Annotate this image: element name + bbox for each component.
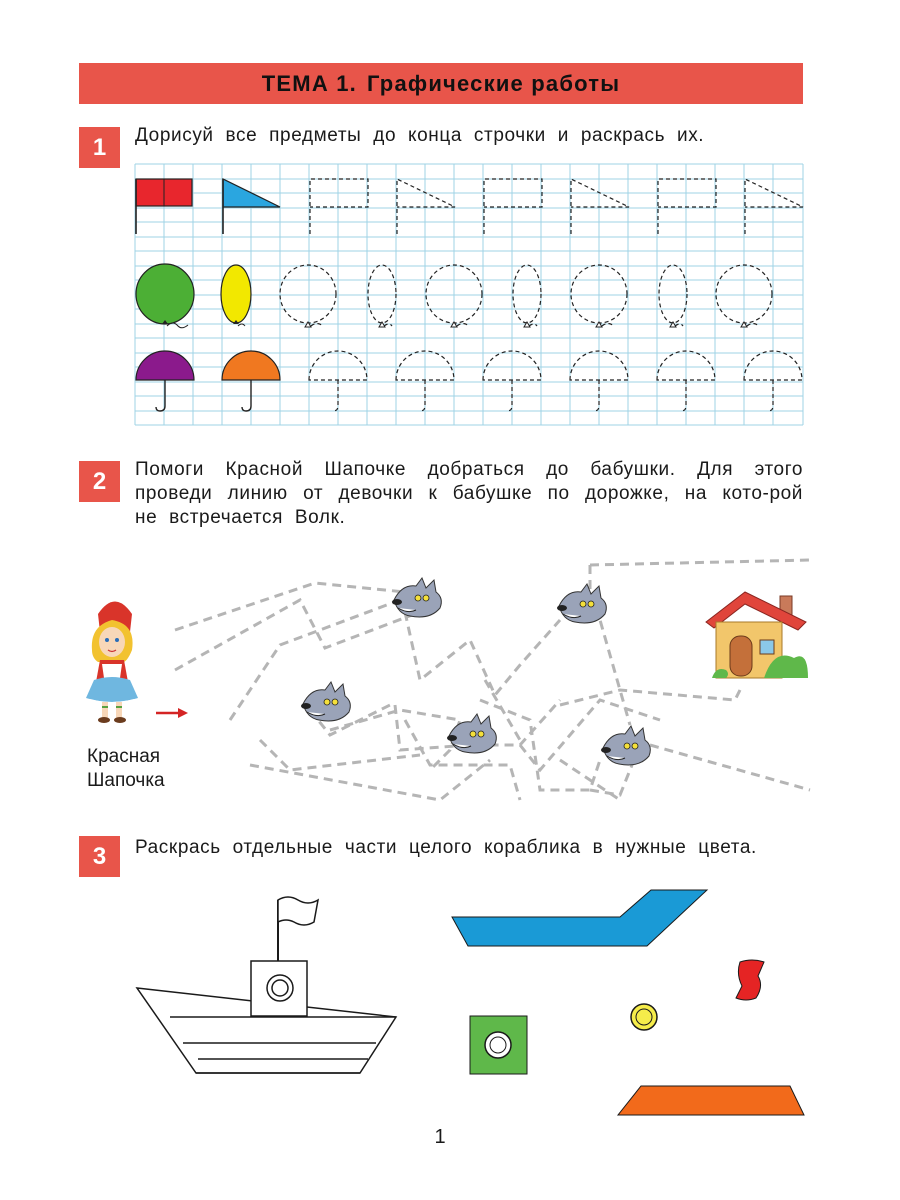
caption-line-1: Красная [87, 746, 161, 767]
caption-line-2: Шапочка [87, 770, 165, 791]
task-3-number: 3 [79, 836, 120, 877]
task-2-number: 2 [79, 461, 120, 502]
task-2-text: Помоги Красной Шапочке добраться до бабушки. Для этого проведи линию от девочки к бабушке по дорожке, на кото-рой не встречается Волк. [135, 459, 803, 528]
red-flag-part [736, 960, 764, 1000]
topic-number: ТЕМА 1. [261, 71, 357, 96]
topic-title: Графические работы [366, 71, 621, 96]
boat-outline [137, 897, 396, 1073]
task-1-number: 1 [79, 127, 120, 168]
task-1-text: Дорисуй все предметы до конца строчки и раскрась их. [135, 125, 705, 146]
boat-parts [452, 890, 804, 1115]
blue-hull-part [452, 890, 707, 946]
orange-bottom-part [618, 1086, 804, 1115]
page-number: 1 [434, 1126, 446, 1148]
task-3-text: Раскрась отдельные части целого кораблика в нужные цвета. [135, 837, 757, 858]
yellow-porthole-part [631, 1004, 657, 1030]
